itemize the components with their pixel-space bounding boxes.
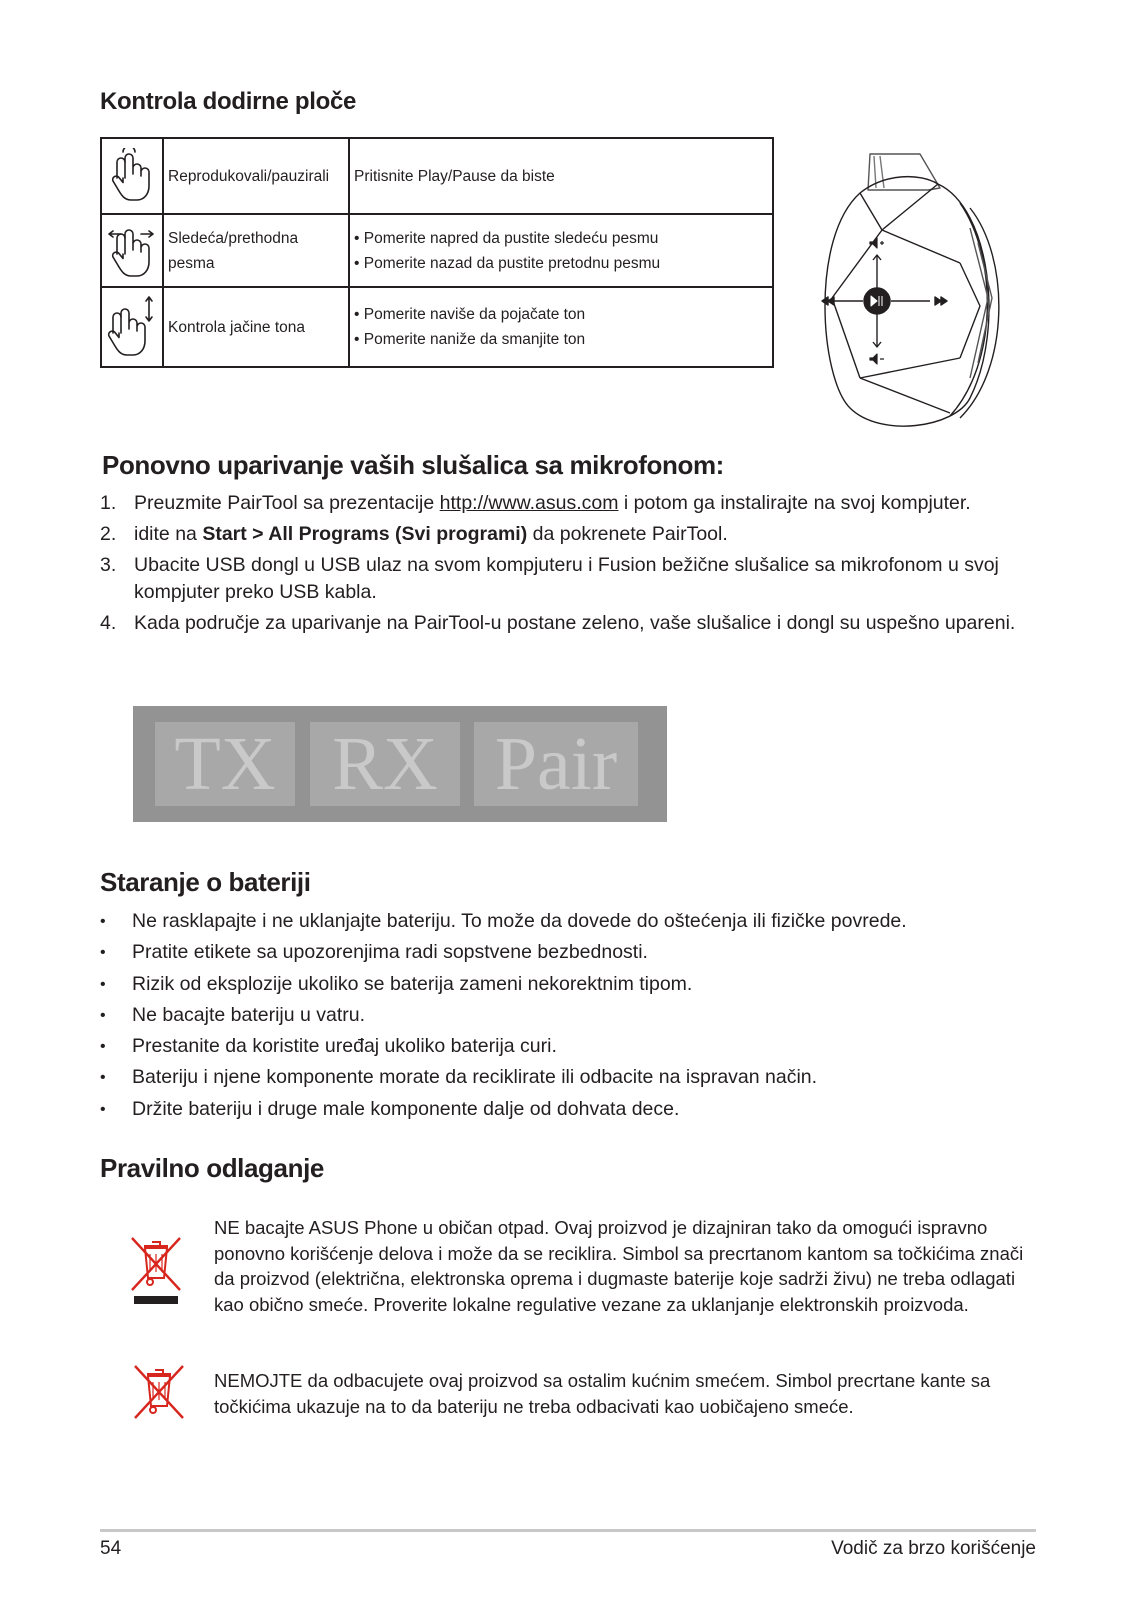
footer-divider xyxy=(100,1529,1036,1532)
pair-button[interactable]: Pair xyxy=(474,722,638,806)
tap-hand-icon xyxy=(101,138,163,214)
battery-disposal-paragraph: NEMOJTE da odbacujete ovaj proizvod sa ostalim kućnim smećem. Simbol precrtane kante sa točkićima ukazuje na to da bateriju ne treba odbacivati kao uobičajeno smeće. xyxy=(214,1370,991,1417)
tx-button[interactable]: TX xyxy=(155,722,295,806)
crossed-out-bin-icon xyxy=(133,1362,185,1424)
list-item: • Bateriju i njene komponente morate da reciklirate ili odbacite na ispravan način. xyxy=(100,1062,1030,1093)
rx-button[interactable]: RX xyxy=(310,722,460,806)
list-item: • Ne bacajte bateriju u vatru. xyxy=(100,1000,1030,1031)
list-item: 2. idite na Start > All Programs (Svi programi) da pokrenete PairTool. xyxy=(100,523,728,545)
footer-title: Vodič za brzo korišćenje xyxy=(831,1538,1036,1559)
list-item: • Pratite etikete sa upozorenjima radi sopstvene bezbednosti. xyxy=(100,937,1030,968)
disposal-paragraph: NE bacajte ASUS Phone u običan otpad. Ovaj proizvod je dizajniran tako da omogući ispravno ponovno korišćenje delova i može da se reciklira. Simbol sa precrtanom kantom sa točkićima znači da proizvod (električna, elektronska oprema i dugmaste baterije koje sadrži živu) ne treba odlagati kao obično smeće. Proverite lokalne regulative vezane za uklanjanje elektronskih proizvoda. xyxy=(214,1217,1024,1315)
disposal-title: Pravilno odlaganje xyxy=(100,1153,324,1183)
asus-website-link[interactable]: http://www.asus.com xyxy=(439,492,619,514)
table-row xyxy=(101,287,773,367)
swipe-vertical-hand-icon xyxy=(101,287,163,367)
pairing-steps xyxy=(100,490,1030,641)
page-number: 54 xyxy=(100,1538,122,1559)
pairtool-screenshot xyxy=(133,706,667,822)
list-item: • Ne rasklapajte i ne uklanjajte bateriju. To može da dovede do oštećenja ili fizičke povrede. xyxy=(100,906,1030,937)
table-row xyxy=(101,138,773,214)
table-row xyxy=(101,214,773,287)
list-item: • Držite bateriju i druge male komponente dalje od dohvata dece. xyxy=(100,1094,1030,1125)
touch-action-name: Sledeća/prethodna pesma xyxy=(163,214,349,287)
pairing-title: Ponovno uparivanje vaših slušalica sa mikrofonom: xyxy=(102,450,724,480)
touch-control-title: Kontrola dodirne ploče xyxy=(100,88,357,115)
touch-action-description: • Pomerite naviše da pojačate ton • Pomerite naniže da smanjite ton xyxy=(349,287,773,367)
battery-care-list xyxy=(100,906,1030,1125)
touch-action-description: Pritisnite Play/Pause da biste xyxy=(349,138,773,214)
touch-control-table xyxy=(100,137,774,368)
battery-care-title: Staranje o bateriji xyxy=(100,867,311,897)
list-item: • Rizik od eksplozije ukoliko se baterija zameni nekorektnim tipom. xyxy=(100,969,1030,1000)
touch-action-name: Reprodukovali/pauzirali xyxy=(163,138,349,214)
touch-action-name: Kontrola jačine tona xyxy=(163,287,349,367)
list-item: 3. Ubacite USB dongl u USB ulaz na svom kompjuteru i Fusion bežične slušalice sa mikrofonom u svoj kompjuter preko USB kabla. xyxy=(100,554,999,603)
crossed-out-bin-icon xyxy=(130,1232,182,1308)
touchpad-controls xyxy=(822,238,947,364)
swipe-horizontal-hand-icon xyxy=(101,214,163,287)
list-item: 1. Preuzmite PairTool sa prezentacije http://www.asus.com i potom ga instalirajte na svoj kompjuter. xyxy=(100,492,971,514)
headphone-touchpad-illustration xyxy=(820,148,1010,428)
list-item: 4. Kada područje za uparivanje na PairTool-u postane zeleno, vaše slušalice i dongl su uspešno upareni. xyxy=(100,612,1016,634)
list-item: • Prestanite da koristite uređaj ukoliko baterija curi. xyxy=(100,1031,1030,1062)
touch-action-description: • Pomerite napred da pustite sledeću pesmu • Pomerite nazad da pustite pretodnu pesmu xyxy=(349,214,773,287)
